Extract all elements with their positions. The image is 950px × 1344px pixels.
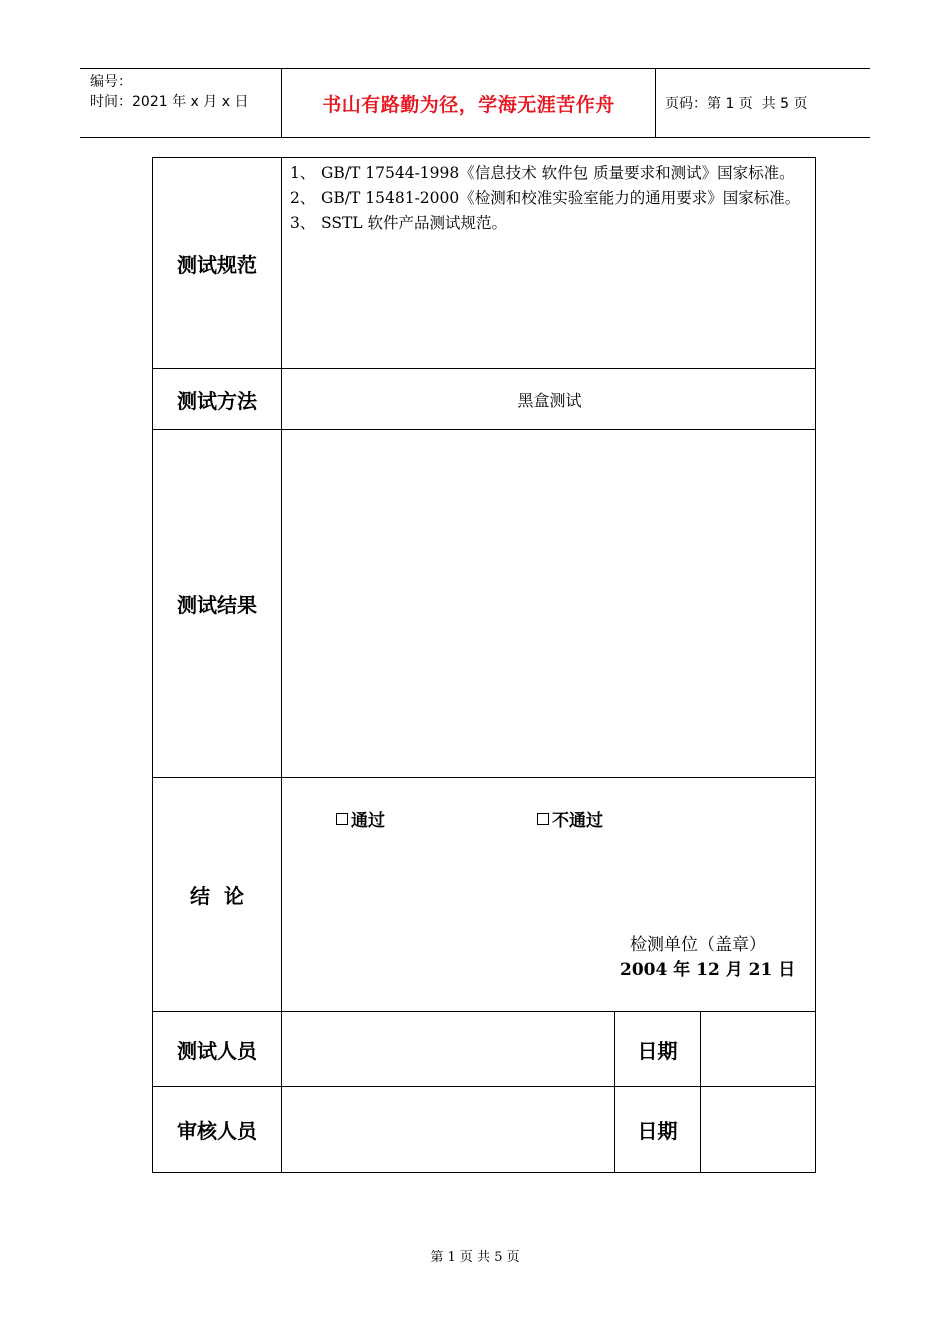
spec-item-number: 1、 bbox=[290, 164, 316, 182]
reviewer-date-label: 日期 bbox=[637, 1119, 678, 1143]
spec-item-number: 2、 bbox=[290, 189, 316, 207]
header-meta bbox=[90, 72, 248, 112]
date-value-divider bbox=[700, 1011, 701, 1173]
tester-date-field[interactable] bbox=[702, 1012, 815, 1086]
reviewer-field[interactable] bbox=[283, 1087, 613, 1172]
conclusion-date: 2004 年 12 月 21 日 bbox=[620, 960, 796, 980]
spec-item-text: SSTL 软件产品测试规范。 bbox=[321, 214, 508, 232]
pass-checkbox-label: 通过 bbox=[351, 811, 385, 831]
spec-item bbox=[290, 211, 810, 236]
tester-field[interactable] bbox=[283, 1012, 613, 1086]
header-motto: 书山有路勤为径，学海无涯苦作舟 bbox=[322, 93, 615, 116]
pass-checkbox[interactable] bbox=[336, 806, 385, 831]
checkbox-square-icon bbox=[537, 813, 549, 825]
spec-list bbox=[290, 161, 810, 236]
tester-date-label: 日期 bbox=[637, 1038, 678, 1063]
document-time-label: 时间：2021 年 x 月 x 日 bbox=[90, 94, 249, 110]
result-label: 测试结果 bbox=[177, 593, 257, 617]
spec-item-text: GB/T 17544-1998《信息技术 软件包 质量要求和测试》国家标准。 bbox=[321, 164, 795, 182]
column-divider bbox=[281, 157, 282, 1173]
tester-label: 测试人员 bbox=[177, 1038, 257, 1063]
conclusion-label: 结 论 bbox=[190, 884, 244, 908]
method-label: 测试方法 bbox=[177, 388, 257, 413]
header-page-info: 页码：第 1 页 共 5 页 bbox=[665, 96, 808, 112]
reviewer-date-field[interactable] bbox=[702, 1087, 815, 1172]
spec-label: 测试规范 bbox=[177, 252, 257, 277]
method-value: 黑盒测试 bbox=[517, 391, 582, 410]
document-number-label: 编号： bbox=[90, 74, 132, 90]
spec-item bbox=[290, 161, 810, 186]
inspection-unit-seal: 检测单位（盖章） bbox=[630, 935, 766, 955]
header-divider bbox=[655, 69, 656, 137]
fail-checkbox-label: 不通过 bbox=[552, 811, 603, 831]
checkbox-square-icon bbox=[336, 813, 348, 825]
spec-item-text: GB/T 15481-2000《检测和校准实验室能力的通用要求》国家标准。 bbox=[321, 189, 801, 207]
page-footer: 第 1 页 共 5 页 bbox=[430, 1250, 520, 1265]
spec-item bbox=[290, 186, 810, 211]
reviewer-label: 审核人员 bbox=[177, 1119, 257, 1143]
fail-checkbox[interactable] bbox=[537, 806, 603, 831]
result-area bbox=[283, 431, 815, 776]
spec-item-number: 3、 bbox=[290, 214, 316, 232]
page-header bbox=[80, 68, 870, 138]
